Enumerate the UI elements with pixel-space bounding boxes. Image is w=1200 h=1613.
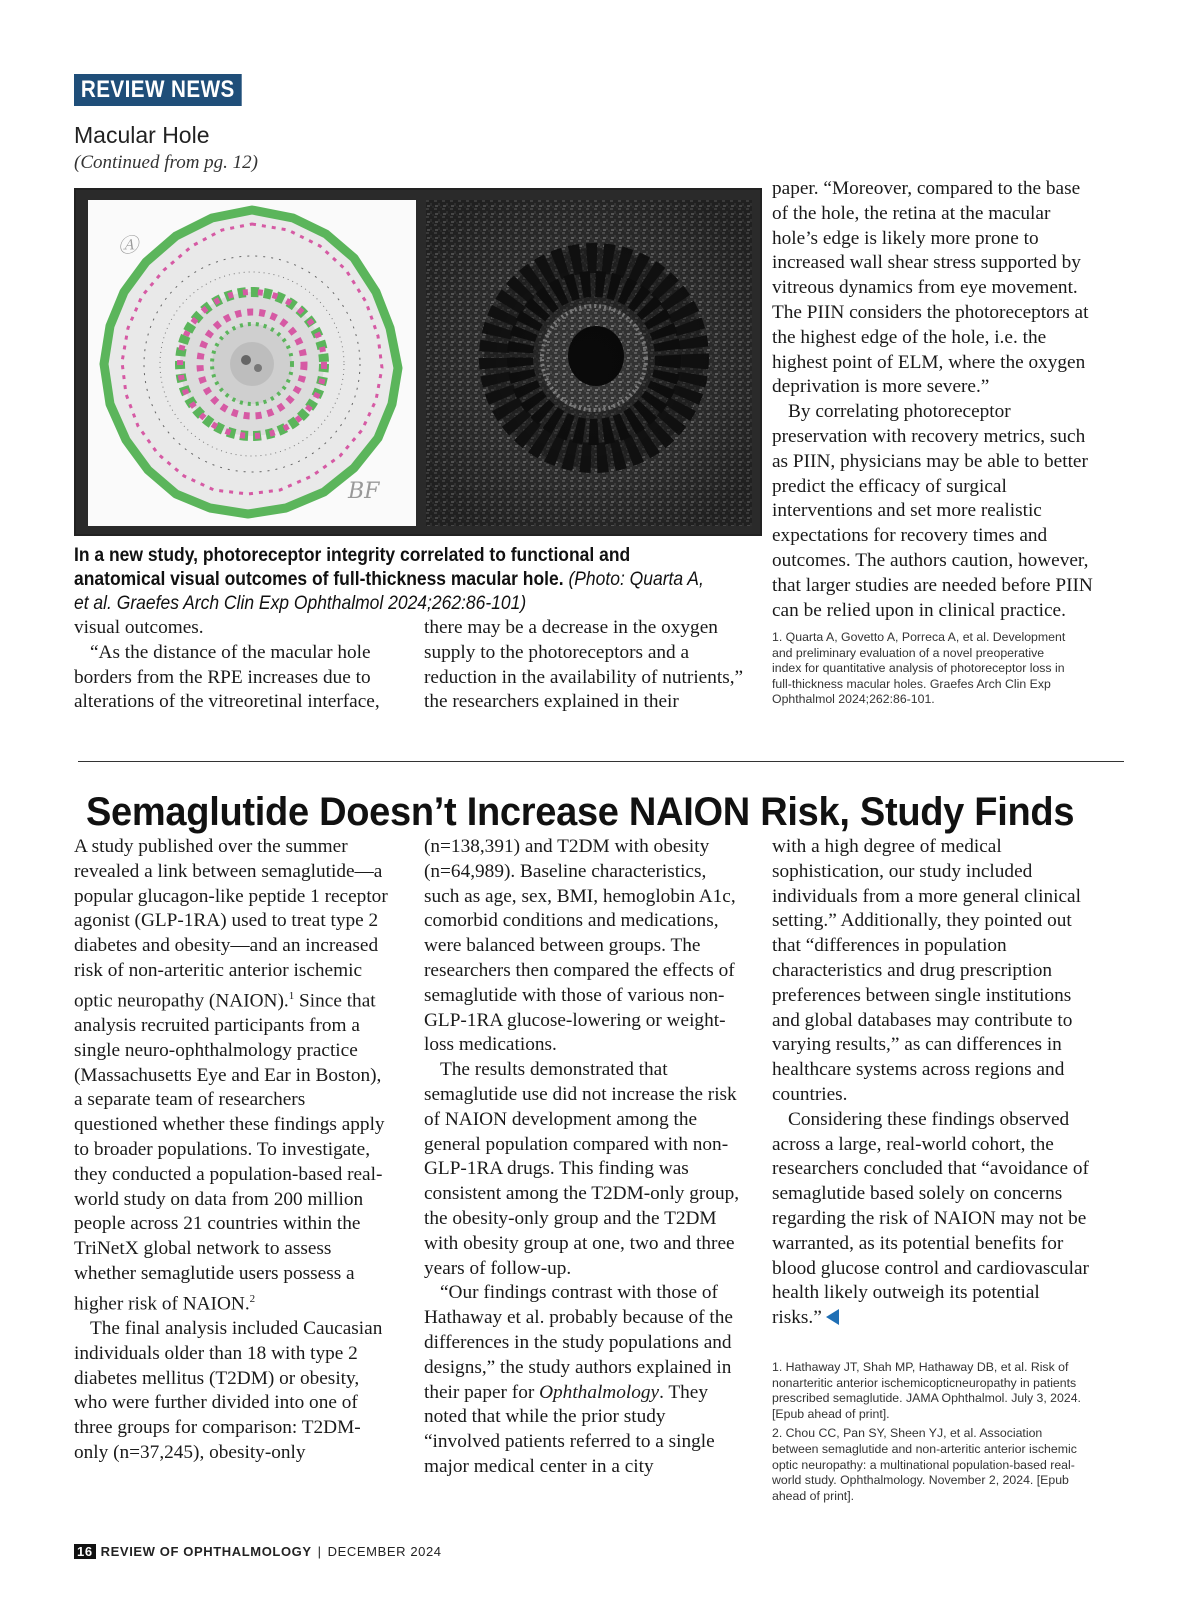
paragraph: paper. “Moreover, compared to the base of the hole, the retina at the macular hole’s edge is likely more prone to increased wall shear stress supported by vitreous dynamics from eye movement. The PIIN considers the photoreceptors at the highest edge of the hole, i.e. the highest point of ELM, where the oxygen deprivation is more severe.”: [772, 178, 1089, 398]
sema-col-2: [424, 835, 742, 1480]
caption-bold: In a new study, photoreceptor integrity correlated to functional and anatomical visual outcomes of full-thickness macular hole.: [74, 545, 631, 590]
paragraph-text: “Our findings contrast with those of Hathaway et al. probably because of the differences in the study populations and designs,” the study authors explained in their paper for: [424, 1282, 733, 1403]
figure-caption: [74, 544, 718, 616]
sema-references: [772, 1360, 1082, 1508]
page-number: 16: [74, 1544, 96, 1559]
photoreceptor-illustration: [88, 200, 416, 526]
oct-scan-panel: [426, 200, 752, 526]
reference: 1. Hathaway JT, Shah MP, Hathaway DB, et al. Risk of nonarteritic anterior ischemicopticneuropathy in patients prescribed semaglutide. JAMA Ophthalmol. July 3, 2024. [Epub ahead of print].: [772, 1360, 1081, 1421]
macular-hole-title: Macular Hole: [74, 122, 210, 148]
paragraph: The results demonstrated that semaglutide use did not increase the risk of NAION development among the general population compared with non-GLP-1RA drugs. This finding was consistent among the T2DM-only group, the obesity-only group and the T2DM with obesity group at one, two and three years of follow-up.: [424, 1059, 740, 1279]
paragraph: By correlating photoreceptor preservation with recovery metrics, such as PIIN, physicians may be able to better predict the efficacy of surgical interventions and set more realistic expectations for recovery times and outcomes. The authors caution, however, that larger studies are needed before PIIN can be relied upon in clinical practice.: [772, 401, 1093, 621]
paragraph: with a high degree of medical sophistication, our study included individuals from a more general clinical setting.” Additionally, they pointed out that “differences in population characteristics and drug prescription preferences between single institutions and global databases may contribute to varying results,” as can differences in healthcare systems across regions and countries.: [772, 836, 1081, 1105]
footnote-ref: 2: [249, 1292, 256, 1305]
issue-date: DECEMBER 2024: [327, 1544, 442, 1559]
page-footer: [74, 1544, 442, 1559]
paragraph: [74, 835, 392, 1317]
caption-credit: (Photo: Quarta A, et al. Graefes Arch Clin Exp Ophthalmol 2024;262:86-101): [74, 569, 704, 614]
svg-text:Ⓐ: Ⓐ: [118, 233, 138, 257]
paragraph-text: A study published over the summer revealed a link between semaglutide—a popular glucagon-like peptide 1 receptor agonist (GLP-1RA) used to treat type 2 diabetes and obesity—and an increased risk of non-arteritic anterior ischemic optic neuropathy (NAION).: [74, 836, 388, 1012]
macular-col-3: [772, 177, 1094, 623]
svg-text:BF: BF: [348, 479, 380, 504]
footer-separator: |: [317, 1544, 322, 1559]
footnote-ref: 1: [288, 989, 295, 1002]
paragraph: “As the distance of the macular hole borders from the RPE increases due to alterations of the vitreoretinal interface,: [74, 641, 380, 713]
section-divider: [78, 761, 1124, 762]
reference: 1. Quarta A, Govetto A, Porreca A, et al. Development and preliminary evaluation of a novel preoperative index for quantitative analysis of photoreceptor loss in full-thickness macular holes. Graefes Arch Clin Exp Ophthalmol 2024;262:86-101.: [772, 630, 1066, 707]
paragraph: [424, 1281, 742, 1479]
end-mark-icon: [826, 1309, 839, 1325]
article-headline: Semaglutide Doesn’t Increase NAION Risk, Study Finds: [86, 790, 1075, 834]
paragraph-text: . They noted that while the prior study “involved patients referred to a single major medical center in a city: [424, 1381, 715, 1477]
paragraph: there may be a decrease in the oxygen supply to the photoreceptors and a reduction in the availability of nutrients,” the researchers explained in their: [424, 617, 744, 713]
paragraph: (n=138,391) and T2DM with obesity (n=64,989). Baseline characteristics, such as age, sex, BMI, hemoglobin A1c, comorbid conditions and medications, were balanced between groups. The researchers then compared the effects of semaglutide with those of various non-GLP-1RA glucose-lowering or weight-loss medications.: [424, 836, 736, 1056]
macular-col-2: [424, 616, 746, 715]
paragraph-text: Considering these findings observed across a large, real-world cohort, the researchers concluded that “avoidance of semaglutide based solely on concerns regarding the risk of NAION may not be warranted, as its potential benefits for blood glucose control and cardiovascular health likely outweigh its potential risks.”: [772, 1108, 1089, 1329]
continued-note: (Continued from pg. 12): [74, 152, 259, 173]
figure: [74, 188, 762, 536]
sema-col-3: [772, 835, 1094, 1331]
oct-scan-image: [426, 200, 752, 526]
journal-name: Ophthalmology: [539, 1381, 660, 1403]
illustration-panel: [88, 200, 416, 526]
paragraph-text: Since that analysis recruited participants from a single neuro-ophthalmology practice (Massachusetts Eye and Ear in Boston), a separate team of researchers questioned whether these findings apply to broader populations. To investigate, they conducted a population-based real-world study on data from 200 million people across 21 countries within the TriNetX global network to assess whether semaglutide users possess a higher risk of NAION.: [74, 990, 385, 1315]
paragraph: [772, 1108, 1094, 1331]
reference: 2. Chou CC, Pan SY, Sheen YJ, et al. Association between semaglutide and non-arteritic anterior ischemic optic neuropathy: a multinational population-based real-world study. Ophthalmology. November 2, 2024. [Epub ahead of print].: [772, 1426, 1077, 1503]
paragraph: The final analysis included Caucasian individuals older than 18 with type 2 diabetes mellitus (T2DM) or obesity, who were further divided into one of three groups for comparison: T2DM-only (n=37,245), obesity-only: [74, 1317, 383, 1463]
macular-references: [772, 630, 1072, 712]
paragraph: visual outcomes.: [74, 617, 204, 638]
macular-col-1: [74, 616, 396, 715]
section-tag: REVIEW NEWS: [74, 74, 242, 106]
journal-title: REVIEW OF OPHTHALMOLOGY: [100, 1544, 312, 1559]
sema-col-1: [74, 835, 392, 1466]
